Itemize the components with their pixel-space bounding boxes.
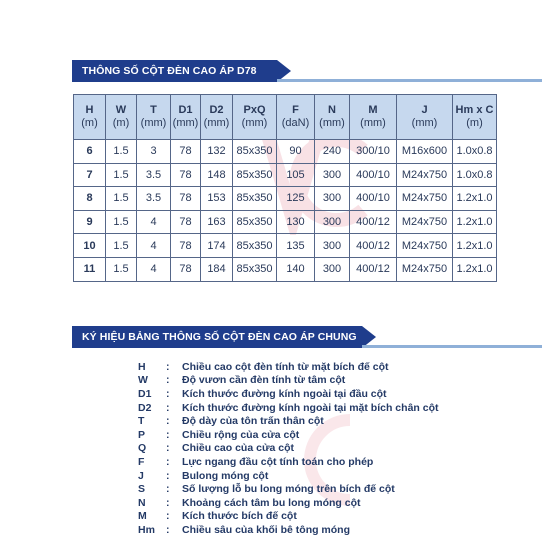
table-cell: 105 [277,163,315,187]
table-cell: 300 [315,210,350,234]
specs-section-banner [72,60,542,82]
table-cell: 132 [201,140,233,164]
legend-colon: : [166,428,170,441]
table-cell: 3.5 [137,163,171,187]
legend-description: Chiều cao cột đèn tính từ mặt bích đế cột [182,360,389,373]
column-header-name: J [421,104,428,116]
legend-colon: : [166,483,170,496]
table-cell: 1.2x1.0 [453,257,497,281]
table-cell: 11 [74,257,106,281]
table-cell: 4 [137,257,171,281]
legend-colon: : [166,496,170,509]
legend-symbol: S [138,483,146,496]
column-header-unit: (mm) [140,117,167,129]
table-cell: 85x350 [233,210,277,234]
table-cell: 300 [315,163,350,187]
table-cell: 78 [171,234,201,258]
column-header-name: T [150,104,157,116]
column-header [201,95,233,140]
legend-description: Chiều sâu của khối bê tông móng [182,523,351,536]
table-cell: 85x350 [233,234,277,258]
legend-colon: : [166,469,170,482]
legend-symbol: N [138,496,146,509]
legend-colon: : [166,523,170,536]
column-header [233,95,277,140]
table-cell: 153 [201,187,233,211]
column-header-unit: (m) [81,117,98,129]
legend-colon: : [166,415,170,428]
table-cell: 125 [277,187,315,211]
legend-colon: : [166,387,170,400]
column-header [137,95,171,140]
table-cell: 1.5 [106,140,137,164]
table-cell: 78 [171,210,201,234]
table-row [74,140,497,164]
table-cell: 78 [171,187,201,211]
legend-description: Kích thước bích đế cột [182,510,297,523]
column-header-name: D2 [209,104,224,116]
table-cell: 85x350 [233,257,277,281]
table-cell: 300 [315,257,350,281]
table-cell: 10 [74,234,106,258]
legend-description: Kích thước đường kính ngoài tại mặt bích chân cột [182,401,439,414]
table-cell: 400/12 [350,257,397,281]
table-cell: M24x750 [397,163,453,187]
table-cell: 8 [74,187,106,211]
table-cell: 78 [171,140,201,164]
legend-symbol: Hm [138,523,155,536]
specs-section-title: THÔNG SỐ CỘT ĐÈN CAO ÁP D78 [82,65,257,77]
legend-item [138,442,439,456]
legend-item [138,428,439,442]
table-cell: 9 [74,210,106,234]
table-cell: M24x750 [397,187,453,211]
legend-symbol: J [138,469,144,482]
table-cell: 400/10 [350,187,397,211]
column-header-unit: (m) [466,117,483,129]
legend-item [138,414,439,428]
legend-colon: : [166,360,170,373]
legend-item [138,360,439,374]
table-cell: 90 [277,140,315,164]
table-row [74,234,497,258]
legend-item [138,401,439,415]
column-header-unit: (mm) [241,117,268,129]
table-cell: M24x750 [397,234,453,258]
legend-item [138,387,439,401]
specs-table [73,94,497,282]
table-cell: 174 [201,234,233,258]
table-cell: 130 [277,210,315,234]
table-cell: 3.5 [137,187,171,211]
legend-symbol: F [138,455,145,468]
legend-description: Độ dày của tôn trấn thân cột [182,415,324,428]
table-cell: 140 [277,257,315,281]
table-cell: 3 [137,140,171,164]
column-header-name: H [85,104,94,116]
column-header-unit: (mm) [411,117,438,129]
table-cell: 1.5 [106,187,137,211]
legend-description: Lực ngang đầu cột tính toán cho phép [182,455,374,468]
legend-symbol: Q [138,442,147,455]
table-cell: 1.0x0.8 [453,140,497,164]
table-cell: 1.2x1.0 [453,187,497,211]
column-header-name: W [115,104,127,116]
legend-colon: : [166,455,170,468]
legend-symbol: D1 [138,387,152,400]
table-cell: 85x350 [233,140,277,164]
legend-description: Chiều rộng của cửa cột [182,428,300,441]
column-header-name: M [368,104,378,116]
legend-item [138,455,439,469]
legend-symbol: D2 [138,401,152,414]
column-header-unit: (daN) [281,117,310,129]
table-cell: 400/12 [350,210,397,234]
table-cell: 4 [137,234,171,258]
table-cell: 4 [137,210,171,234]
table-cell: 85x350 [233,163,277,187]
symbol-legend [138,360,439,537]
column-header [350,95,397,140]
column-header [315,95,350,140]
legend-symbol: W [138,374,148,387]
table-body [74,140,497,282]
column-header-name: N [328,104,336,116]
table-cell: 1.5 [106,163,137,187]
column-header-unit: (m) [112,117,130,129]
legend-symbol: P [138,428,146,441]
legend-description: Bulong móng cột [182,469,269,482]
table-header-row [74,95,497,140]
table-cell: 163 [201,210,233,234]
column-header [106,95,137,140]
legend-colon: : [166,442,170,455]
table-cell: 400/12 [350,234,397,258]
legend-colon: : [166,401,170,414]
legend-item [138,523,439,537]
legend-symbol: H [138,360,146,373]
legend-item [138,374,439,388]
table-row [74,210,497,234]
column-header [453,95,497,140]
legend-item [138,469,439,483]
legend-description: Độ vươn cần đèn tính từ tâm cột [182,374,346,387]
table-cell: 300/10 [350,140,397,164]
legend-colon: : [166,374,170,387]
table-cell: 1.0x0.8 [453,163,497,187]
legend-description: Chiều cao của cửa cột [182,442,295,455]
legend-symbol: M [138,510,147,523]
legend-description: Kích thước đường kính ngoài tại đầu cột [182,387,387,400]
column-header-name: D1 [178,104,193,116]
legend-symbol: T [138,415,145,428]
legend-item [138,496,439,510]
table-cell: 240 [315,140,350,164]
legend-description: Số lượng lỗ bu long móng trên bích đế cột [182,483,395,496]
column-header [171,95,201,140]
legend-section-title: KÝ HIỆU BẢNG THÔNG SỐ CỘT ĐÈN CAO ÁP CHUNG [82,331,357,343]
table-cell: 135 [277,234,315,258]
column-header-name: F [292,104,299,116]
column-header-unit: (mm) [203,117,230,129]
legend-description: Khoảng cách tâm bu long móng cột [182,496,361,509]
table-row [74,163,497,187]
table-cell: 1.2x1.0 [453,234,497,258]
table-cell: 148 [201,163,233,187]
table-cell: 400/10 [350,163,397,187]
legend-section-banner [72,326,542,348]
table-cell: 1.5 [106,257,137,281]
column-header-unit: (mm) [319,117,345,129]
table-cell: 78 [171,163,201,187]
table-row [74,187,497,211]
table-cell: 6 [74,140,106,164]
column-header [397,95,453,140]
table-cell: 184 [201,257,233,281]
table-cell: 300 [315,187,350,211]
legend-colon: : [166,510,170,523]
table-cell: 300 [315,234,350,258]
legend-item [138,510,439,524]
table-cell: 1.5 [106,210,137,234]
table-cell: M24x750 [397,210,453,234]
table-cell: M24x750 [397,257,453,281]
column-header [277,95,315,140]
table-cell: 78 [171,257,201,281]
table-cell: 85x350 [233,187,277,211]
legend-item [138,482,439,496]
column-header-name: PxQ [243,104,266,116]
column-header-name: Hm x C [455,104,494,116]
column-header [74,95,106,140]
table-cell: 1.2x1.0 [453,210,497,234]
table-cell: 7 [74,163,106,187]
table-row [74,257,497,281]
table-cell: 1.5 [106,234,137,258]
column-header-unit: (mm) [172,117,199,129]
column-header-unit: (mm) [360,117,386,129]
table-cell: M16x600 [397,140,453,164]
